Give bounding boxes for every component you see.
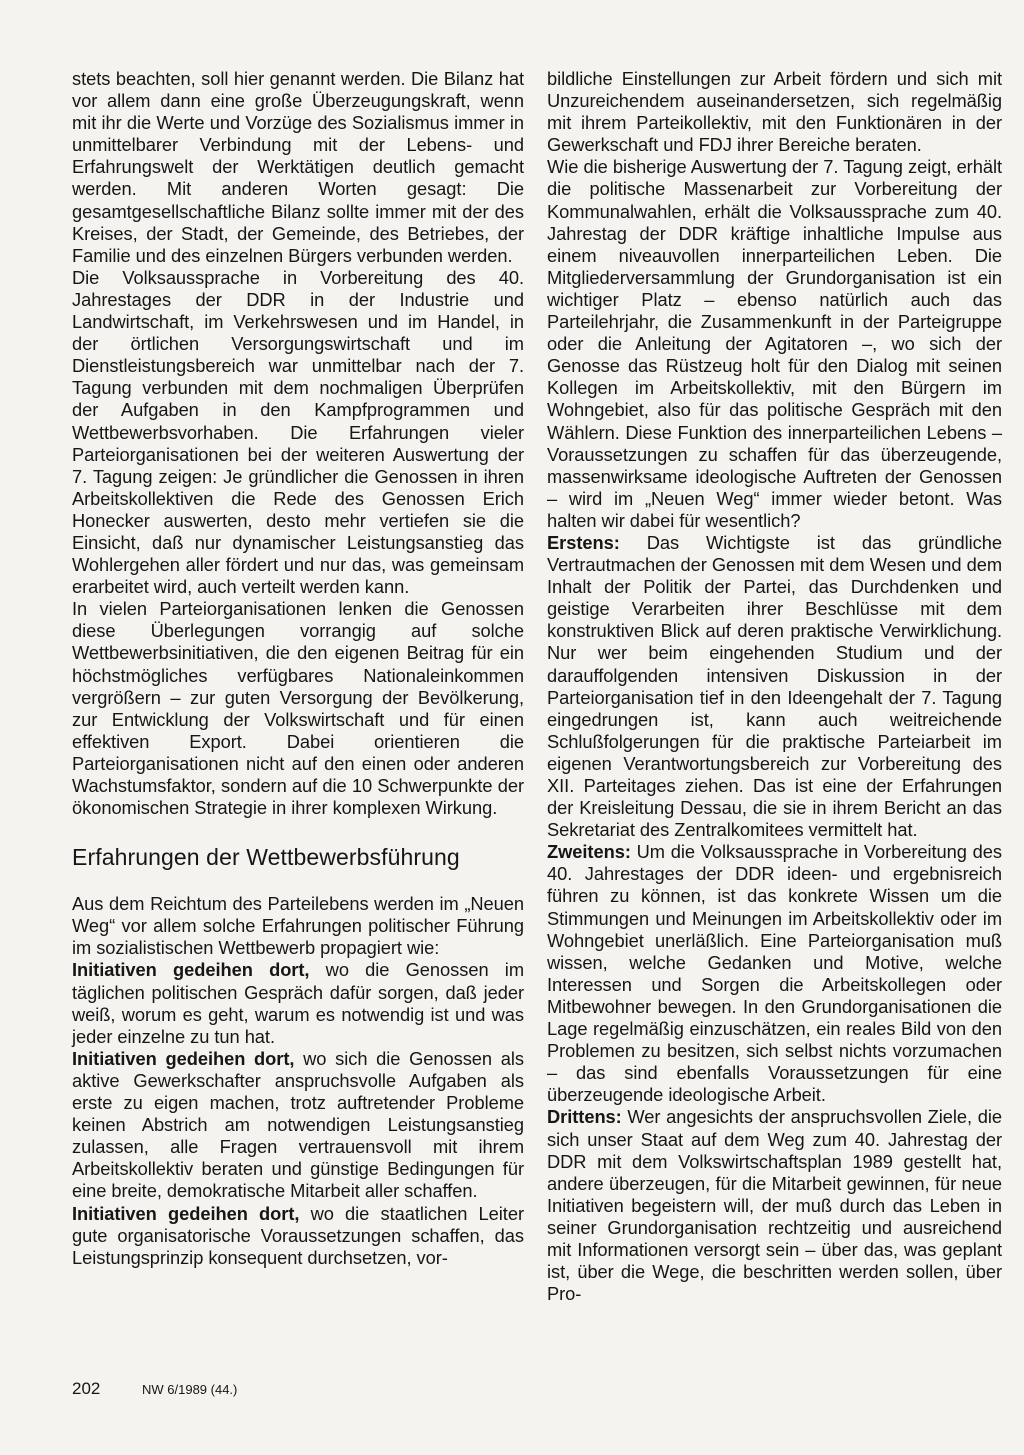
paragraph: Aus dem Reichtum des Parteilebens werden im „Neuen Weg“ vor allem solche Erfahrungen politischer Führung im sozialistischen Wettbewerb propagiert wie: [72, 893, 524, 959]
bold-lead: Zweitens: [547, 841, 631, 863]
bold-lead: Drittens: [547, 1106, 622, 1128]
paragraph-text: wo die Genossen im täglichen politischen Gespräch dafür sorgen, daß jeder weiß, worum es geht, warum es notwendig ist und was jeder einzelne zu tun hat. [72, 959, 524, 1047]
bold-lead: Erstens: [547, 531, 620, 553]
right-column [547, 68, 1002, 1305]
paragraph-text: Wer angesichts der anspruchsvollen Ziele, die sich unser Staat auf dem Weg zum 40. Jahrestag der DDR mit dem Volkswirtschaftsplan 1989 gestellt hat, andere überzeugen, für die Mitarbeit gewinnen, für neue Initiativen begeistern will, der muß durch das Leben in seiner Grundorganisation rechtzeitig und ausreichend mit Informationen versorgt sein – über das, was geplant ist, über die Wege, die beschritten werden sollen, über Pro- [547, 1106, 1002, 1305]
paragraph-text: Um die Volksaussprache in Vorbereitung des 40. Jahrestages der DDR ideen- und ergebnisreich führen zu können, ist das konkrete Wissen um die Stimmungen und Meinungen im Arbeitskollektiv oder im Wohngebiet unerläßlich. Eine Parteiorganisation muß wissen, welche Gedanken und Motive, welche Interessen und Sorgen die Arbeitskollegen oder Mitbewohner bewegen. In den Grundorganisationen die Lage regelmäßig einzuschätzen, ein reales Bild von den Problemen zu besitzen, sich selbst nichts vorzumachen – das sind ebenfalls Voraussetzungen für eine überzeugende ideologische Arbeit. [547, 841, 1002, 1106]
paragraph-text: wo sich die Genossen als aktive Gewerkschafter anspruchsvolle Aufgaben als erste zu eigen machen, trotz auftretender Probleme keinen Abstrich am notwendigen Leistungsanstieg zulassen, alle Fragen vertrauensvoll mit ihrem Arbeitskollektiv beraten und günstige Bedingungen für eine breite, demokratische Mitarbeit aller schaffen. [72, 1047, 524, 1202]
bold-lead: Initiativen gedeihen dort, [72, 1202, 300, 1224]
paragraph [547, 1106, 1002, 1305]
paragraph: Die Volksaussprache in Vorbereitung des 40. Jahrestages der DDR in der Industrie und Landwirtschaft, im Verkehrswesen und im Handel, in der örtlichen Versorgungswirtschaft und im Dienstleistungsbereich war unmittelbar nach der 7. Tagung verbunden mit dem nochmaligen Überprüfen der Aufgaben in den Kampfprogrammen und Wettbewerbsvorhaben. Die Erfahrungen vieler Parteiorganisationen bei der weiteren Auswertung der 7. Tagung zeigen: Je gründlicher die Genossen in ihren Arbeitskollektiven die Rede des Genossen Erich Honecker auswerten, desto mehr vertiefen sie die Einsicht, daß nur dynamischer Leistungsanstieg das Wohlergehen aller fördert und nur das, was gemeinsam erarbeitet wird, auch verteilt werden kann. [72, 266, 524, 598]
section-heading: Erfahrungen der Wettbewerbsführung [72, 844, 460, 871]
bold-lead: Initiativen gedeihen dort, [72, 1047, 295, 1069]
bold-lead: Initiativen gedeihen dort, [72, 959, 310, 981]
paragraph [547, 841, 1002, 1106]
paragraph-text: wo die staatlichen Leiter gute organisatorische Voraussetzungen schaffen, das Leistungsprinzip konsequent durchsetzen, vor- [72, 1202, 524, 1268]
page-footer [72, 1378, 237, 1401]
paragraph: In vielen Parteiorganisationen lenken die Genossen diese Überlegungen vorrangig auf solche Wettbewerbsinitiativen, die den eigenen Beitrag für ein höchstmögliches verfügbares Nationaleinkommen vergrößern – zur guten Versorgung der Bevölkerung, zur Entwicklung der Volkswirtschaft und für einen effektiven Export. Dabei orientieren die Parteiorganisationen nicht auf den einen oder anderen Wachstumsfaktor, sondern auf die 10 Schwerpunkte der ökonomischen Strategie in ihrer komplexen Wirkung. [72, 598, 524, 819]
paragraph: bildliche Einstellungen zur Arbeit fördern und sich mit Unzureichendem auseinandersetzen, sich regelmäßig mit ihrem Parteikollektiv, mit den Funktionären in der Gewerkschaft und FDJ ihrer Bereiche beraten. [547, 68, 1002, 156]
issue-reference: NW 6/1989 (44.) [142, 1382, 238, 1397]
paragraph [547, 532, 1002, 841]
page-number: 202 [72, 1379, 101, 1398]
paragraph [72, 959, 524, 1047]
paragraph-text: Das Wichtigste ist das gründliche Vertrautmachen der Genossen mit dem Wesen und dem Inhalt der Politik der Partei, das Durchdenken und geistige Verarbeiten ihrer Beschlüsse mit dem konstruktiven Blick auf deren praktische Verwirklichung. Nur wer beim eingehenden Studium und der darauffolgenden intensiven Diskussion in der Parteiorganisation tief in den Ideengehalt der 7. Tagung eingedrungen ist, kann auch weitreichende Schlußfolgerungen für die praktische Parteiarbeit im eigenen Verantwortungsbereich zur Vorbereitung des XII. Parteitages ziehen. Das ist eine der Erfahrungen der Kreisleitung Dessau, die sie in ihrem Bericht an das Sekretariat des Zentralkomitees vermittelt hat. [547, 531, 1002, 841]
paragraph [72, 1048, 524, 1203]
paragraph [72, 1203, 524, 1269]
paragraph: Wie die bisherige Auswertung der 7. Tagung zeigt, erhält die politische Massenarbeit zur Vorbereitung der Kommunalwahlen, erhält die Volksaussprache zum 40. Jahrestag der DDR kräftige inhaltliche Impulse aus einem niveauvollen innerparteilichen Leben. Die Mitgliederversammlung der Grundorganisation ist ein wichtiger Platz – ebenso natürlich auch das Parteilehrjahr, die Zusammenkunft in der Parteigruppe oder die Anleitung der Agitatoren –, wo sich der Genosse das Rüstzeug holt für den Dialog mit seinen Kollegen im Arbeitskollektiv, mit den Bürgern im Wohngebiet, also für das politische Gespräch mit den Wählern. Diese Funktion des innerparteilichen Lebens – Voraussetzungen zu schaffen für das überzeugende, massenwirksame ideologische Auftreten der Genossen – wird im „Neuen Weg“ immer wieder betont. Was halten wir dabei für wesentlich? [547, 156, 1002, 531]
paragraph: stets beachten, soll hier genannt werden. Die Bilanz hat vor allem dann eine große Überzeugungskraft, wenn mit ihr die Werte und Vorzüge des Sozialismus immer in unmittelbarer Verbindung mit der Lebens- und Erfahrungswelt der Werktätigen deutlich gemacht werden. Mit anderen Worten gesagt: Die gesamtgesellschaftliche Bilanz sollte immer mit der des Kreises, der Stadt, der Gemeinde, des Betriebes, der Familie und des einzelnen Bürgers verbunden werden. [72, 68, 524, 266]
left-column [72, 68, 524, 1269]
